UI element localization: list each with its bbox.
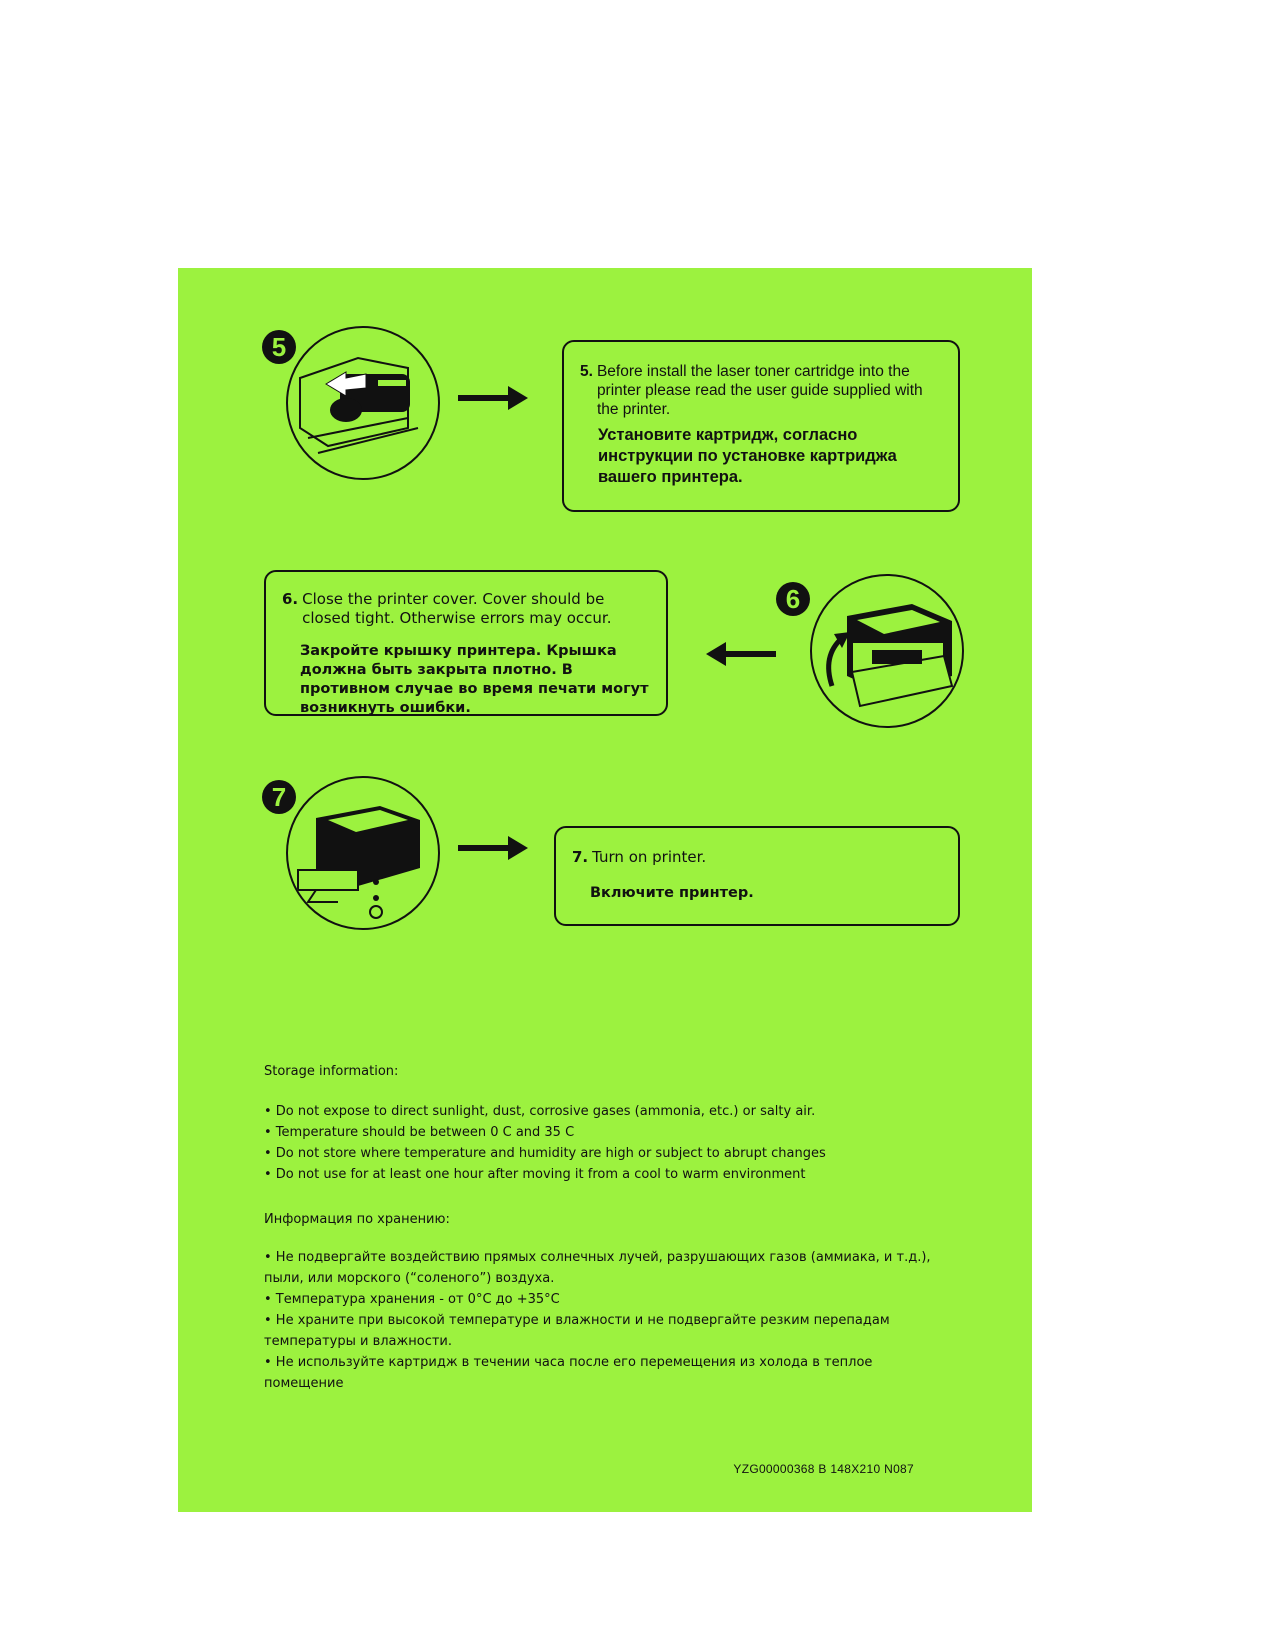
instruction-sheet xyxy=(178,268,1032,1512)
step-6-en: Close the printer cover. Cover should be closed tight. Otherwise errors may occur. xyxy=(302,590,612,627)
step-5-badge: 5 xyxy=(262,330,296,364)
step-6-badge: 6 xyxy=(776,582,810,616)
step-5-number: 5. xyxy=(580,363,593,380)
step-7-text-box xyxy=(554,826,960,926)
storage-ru-title: Информация по хранению: xyxy=(264,1212,450,1227)
storage-en-list xyxy=(264,1101,964,1185)
step-7-en: Turn on printer. xyxy=(592,848,707,866)
storage-en-item: • Do not store where temperature and humidity are high or subject to abrupt changes xyxy=(264,1146,826,1161)
storage-info-en xyxy=(264,1064,964,1185)
storage-en-item: • Do not use for at least one hour after moving it from a cool to warm environment xyxy=(264,1167,806,1182)
storage-ru-item: • Не храните при высокой температуре и влажности и не подвергайте резким перепадам температуры и влажности. xyxy=(264,1313,890,1349)
arrow-right-icon xyxy=(458,836,528,860)
step-5-text-box xyxy=(562,340,960,512)
footer-product-code: YZG00000368 B 148X210 N087 xyxy=(733,1462,914,1476)
step-6-ru: Закройте крышку принтера. Крышка должна быть закрыта плотно. В противном случае во время печати могут возникнуть ошибки. xyxy=(300,643,649,716)
step-7-number: 7. xyxy=(572,848,589,866)
storage-ru-item: • Не подвергайте воздействию прямых солнечных лучей, разрушающих газов (аммиака, и т.д.), пыли, или морского (“соленого”) воздуха. xyxy=(264,1250,931,1286)
storage-en-item: • Temperature should be between 0 C and 35 C xyxy=(264,1125,575,1140)
printer-power-on-icon xyxy=(286,776,440,930)
arrow-right-icon xyxy=(458,386,528,410)
storage-en-item: • Do not expose to direct sunlight, dust, corrosive gases (ammonia, etc.) or salty air. xyxy=(264,1104,816,1119)
step-5-ru: Установите картридж, согласно инструкции по установке картриджа вашего принтера. xyxy=(598,426,897,486)
step-6-text-box xyxy=(264,570,668,716)
storage-ru-item: • Температура хранения - от 0°C до +35°C xyxy=(264,1292,560,1307)
step-7-ru: Включите принтер. xyxy=(590,885,754,901)
storage-info-ru xyxy=(264,1212,944,1394)
arrow-left-icon xyxy=(706,642,776,666)
storage-ru-list xyxy=(264,1247,944,1394)
cartridge-insert-icon xyxy=(286,326,440,480)
step-6-number: 6. xyxy=(282,590,299,608)
step-5-en: Before install the laser toner cartridge into the printer please read the user guide supplied with the printer. xyxy=(596,363,923,418)
step-7-badge: 7 xyxy=(262,780,296,814)
printer-cover-close-icon xyxy=(810,574,964,728)
storage-ru-item: • Не используйте картридж в течении часа после его перемещения из холода в теплое помещение xyxy=(264,1355,873,1391)
storage-en-title: Storage information: xyxy=(264,1064,399,1079)
